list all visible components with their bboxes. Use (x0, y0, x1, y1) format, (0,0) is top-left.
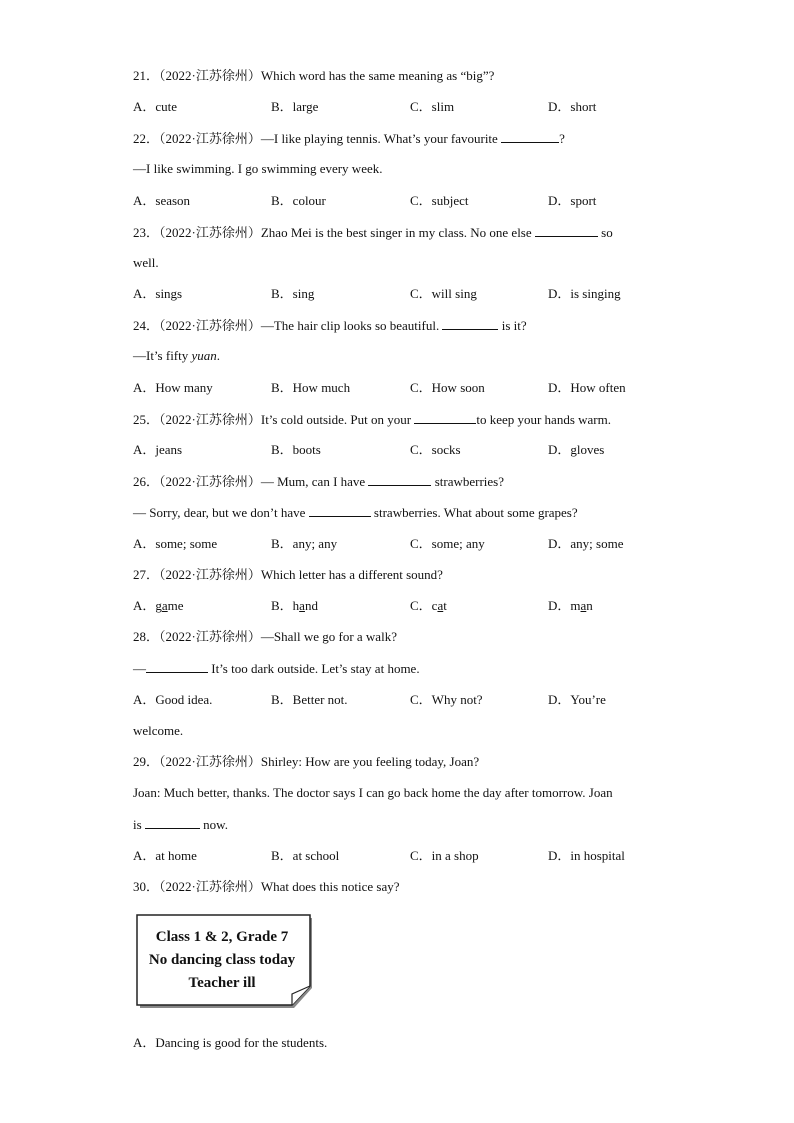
option-b[interactable]: B．large (271, 99, 319, 114)
question-24: 24．（2022·江苏徐州）—The hair clip looks so beautiful. is it? (133, 318, 527, 333)
option-b[interactable]: B．How much (271, 380, 351, 395)
option-c[interactable]: C．socks (410, 442, 461, 457)
option-d[interactable]: D．How often (548, 380, 626, 395)
answer-blank (146, 660, 208, 673)
option-b[interactable]: B．boots (271, 442, 321, 457)
question-number: 21 (133, 68, 146, 83)
option-d[interactable]: D．sport (548, 193, 597, 208)
answer-blank (145, 816, 200, 829)
question-21: 21．（2022·江苏徐州）Which word has the same meaning as “big”? (133, 68, 495, 83)
question-30: 30．（2022·江苏徐州）What does this notice say? (133, 879, 400, 894)
option-d[interactable]: D．short (548, 99, 597, 114)
question-source: （2022·江苏徐州） (159, 68, 261, 83)
option-b[interactable]: B．sing (271, 286, 315, 301)
option-b[interactable]: B．colour (271, 193, 326, 208)
option-b[interactable]: B．any; any (271, 536, 338, 551)
option-d[interactable]: D．You’re (548, 692, 606, 707)
question-line: —I like swimming. I go swimming every week. (133, 161, 383, 176)
question-line: Joan: Much better, thanks. The doctor says I can go back home the day after tomorrow. Joan (133, 785, 613, 800)
question-22: 22．（2022·江苏徐州）—I like playing tennis. What’s your favourite ? (133, 131, 565, 146)
option-a[interactable]: A．at home (133, 848, 197, 863)
option-d[interactable]: D．is singing (548, 286, 621, 301)
question-line: — It’s too dark outside. Let’s stay at home. (133, 661, 420, 676)
notice-card (136, 914, 316, 1012)
option-c[interactable]: C．cat (410, 598, 447, 613)
option-a[interactable]: A．sings (133, 286, 183, 301)
question-29: 29．（2022·江苏徐州）Shirley: How are you feeling today, Joan? (133, 754, 480, 769)
option-d[interactable]: D．man (548, 598, 593, 613)
answer-blank (414, 411, 476, 424)
option-a[interactable]: A．season (133, 193, 191, 208)
answer-blank (309, 504, 371, 517)
option-a[interactable]: A．cute (133, 99, 178, 114)
option-a[interactable]: A．some; some (133, 536, 218, 551)
question-26: 26．（2022·江苏徐州）— Mum, can I have strawberries? (133, 474, 505, 489)
answer-blank (501, 130, 559, 143)
question-line: — Sorry, dear, but we don’t have strawberries. What about some grapes? (133, 505, 578, 520)
question-25: 25．（2022·江苏徐州）It’s cold outside. Put on your to keep your hands warm. (133, 412, 611, 427)
option-d[interactable]: D．any; some (548, 536, 624, 551)
question-line: is now. (133, 817, 228, 832)
option-b[interactable]: B．at school (271, 848, 340, 863)
option-a[interactable]: A．game (133, 598, 184, 613)
notice-line: No dancing class today (148, 952, 296, 968)
notice-text (136, 926, 308, 995)
answer-blank (368, 473, 431, 486)
question-stem: Which word has the same meaning as “big”? (260, 68, 495, 83)
option-d[interactable]: D．in hospital (548, 848, 625, 863)
option-b[interactable]: B．hand (271, 598, 318, 613)
option-c[interactable]: C．some; any (410, 536, 485, 551)
question-line: —It’s fifty yuan. (133, 348, 221, 363)
option-a[interactable]: A．Dancing is good for the students. (133, 1035, 328, 1050)
option-a[interactable]: A．Good idea. (133, 692, 213, 707)
answer-blank (535, 224, 598, 237)
question-27: 27．（2022·江苏徐州）Which letter has a different sound? (133, 567, 443, 582)
option-d-continued: welcome. (133, 723, 184, 738)
option-c[interactable]: C．Why not? (410, 692, 483, 707)
answer-blank (442, 317, 498, 330)
option-c[interactable]: C．subject (410, 193, 469, 208)
option-c[interactable]: C．slim (410, 99, 455, 114)
option-c[interactable]: C．How soon (410, 380, 485, 395)
notice-line: Class 1 & 2, Grade 7 (155, 929, 289, 945)
option-a[interactable]: A．jeans (133, 442, 183, 457)
question-23: 23．（2022·江苏徐州）Zhao Mei is the best singer in my class. No one else so (133, 225, 613, 240)
question-line: well. (133, 255, 159, 270)
option-a[interactable]: A．How many (133, 380, 213, 395)
notice-line: Teacher ill (188, 975, 256, 991)
option-c[interactable]: C．in a shop (410, 848, 479, 863)
option-d[interactable]: D．gloves (548, 442, 605, 457)
option-b[interactable]: B．Better not. (271, 692, 348, 707)
option-c[interactable]: C．will sing (410, 286, 477, 301)
question-28: 28．（2022·江苏徐州）—Shall we go for a walk? (133, 629, 397, 644)
